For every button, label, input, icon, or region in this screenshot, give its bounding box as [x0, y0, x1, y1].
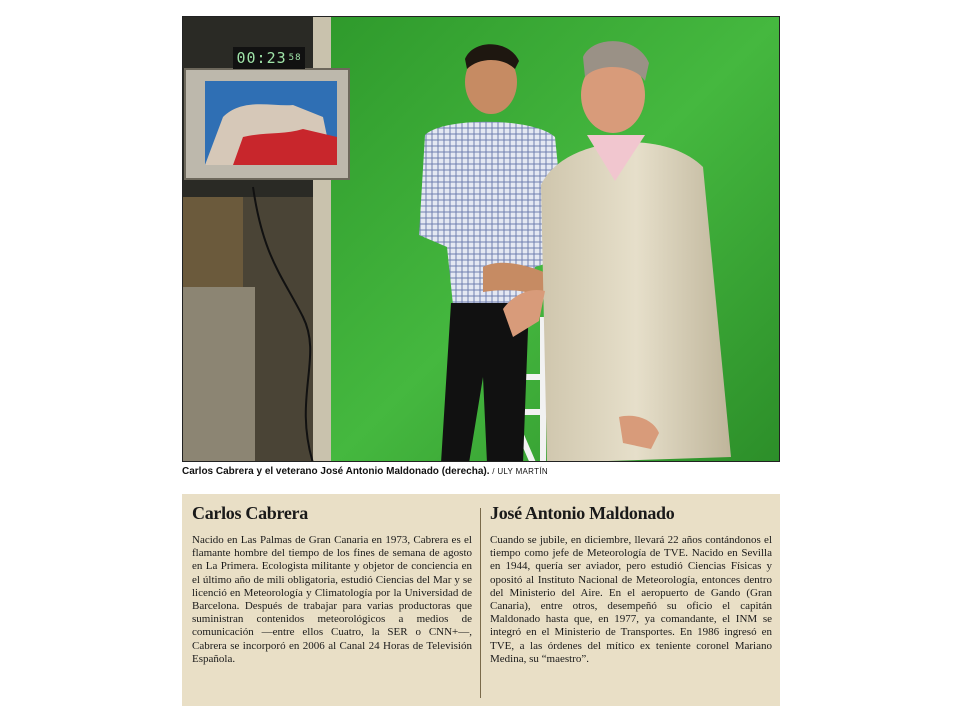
- studio-photo: [182, 16, 780, 462]
- bio-name: Carlos Cabrera: [192, 503, 308, 523]
- bio-text: Nacido en Las Palmas de Gran Canaria en 1973, Cabrera es el flamante hombre del tiempo de los fines de semana de agosto en La Primera. Ecologista militante y objetor de conciencia en el último año de mili obligatoria, estudió Ciencias del Mar y se licenció en Meteorología y Climatología por la Universidad de Barcelona. Después de trabajar para varias productoras que suministran contenidos meteorológicos a medios de comunicación —entre ellos Cuatro, la SER o CNN+—, Cabrera se incorporó en 2006 al Canal 24 Horas de Televisión Española.: [192, 534, 472, 665]
- bio-name: José Antonio Maldonado: [490, 503, 675, 523]
- bio-jose-antonio-maldonado: [490, 502, 772, 666]
- photo-caption: [182, 464, 780, 480]
- caption-text: Carlos Cabrera y el veterano José Antonio Maldonado (derecha).: [182, 466, 490, 477]
- bio-carlos-cabrera: [192, 502, 472, 666]
- photo-credit: / ULY MARTÍN: [492, 467, 548, 476]
- bio-text: Cuando se jubile, en diciembre, llevará 22 años contándonos el tiempo como jefe de Meteorología de TVE. Nacido en Sevilla en 1944, quería ser aviador, pero estudió Ciencias Físicas y opositó al Instituto Nacional de Meteorología, entonces dentro del Ministerio del Aire. En el aeropuerto de Gando (Gran Canaria), entre otros, desempeñó su oficio el capitán Maldonado hasta que, en 1977, ya comandante, el INM se integró en el Ministerio de Transportes. En 1986 ingresó en TVE, a las órdenes del mítico ex teniente coronel Mariano Medina, su “maestro”.: [490, 534, 772, 665]
- biography-box: [182, 494, 780, 706]
- newspaper-clipping: [182, 16, 780, 706]
- timecode-display: 00:23 $^{58}$: [233, 47, 305, 69]
- column-divider: [480, 508, 481, 698]
- studio-photo-illustration: [183, 17, 780, 462]
